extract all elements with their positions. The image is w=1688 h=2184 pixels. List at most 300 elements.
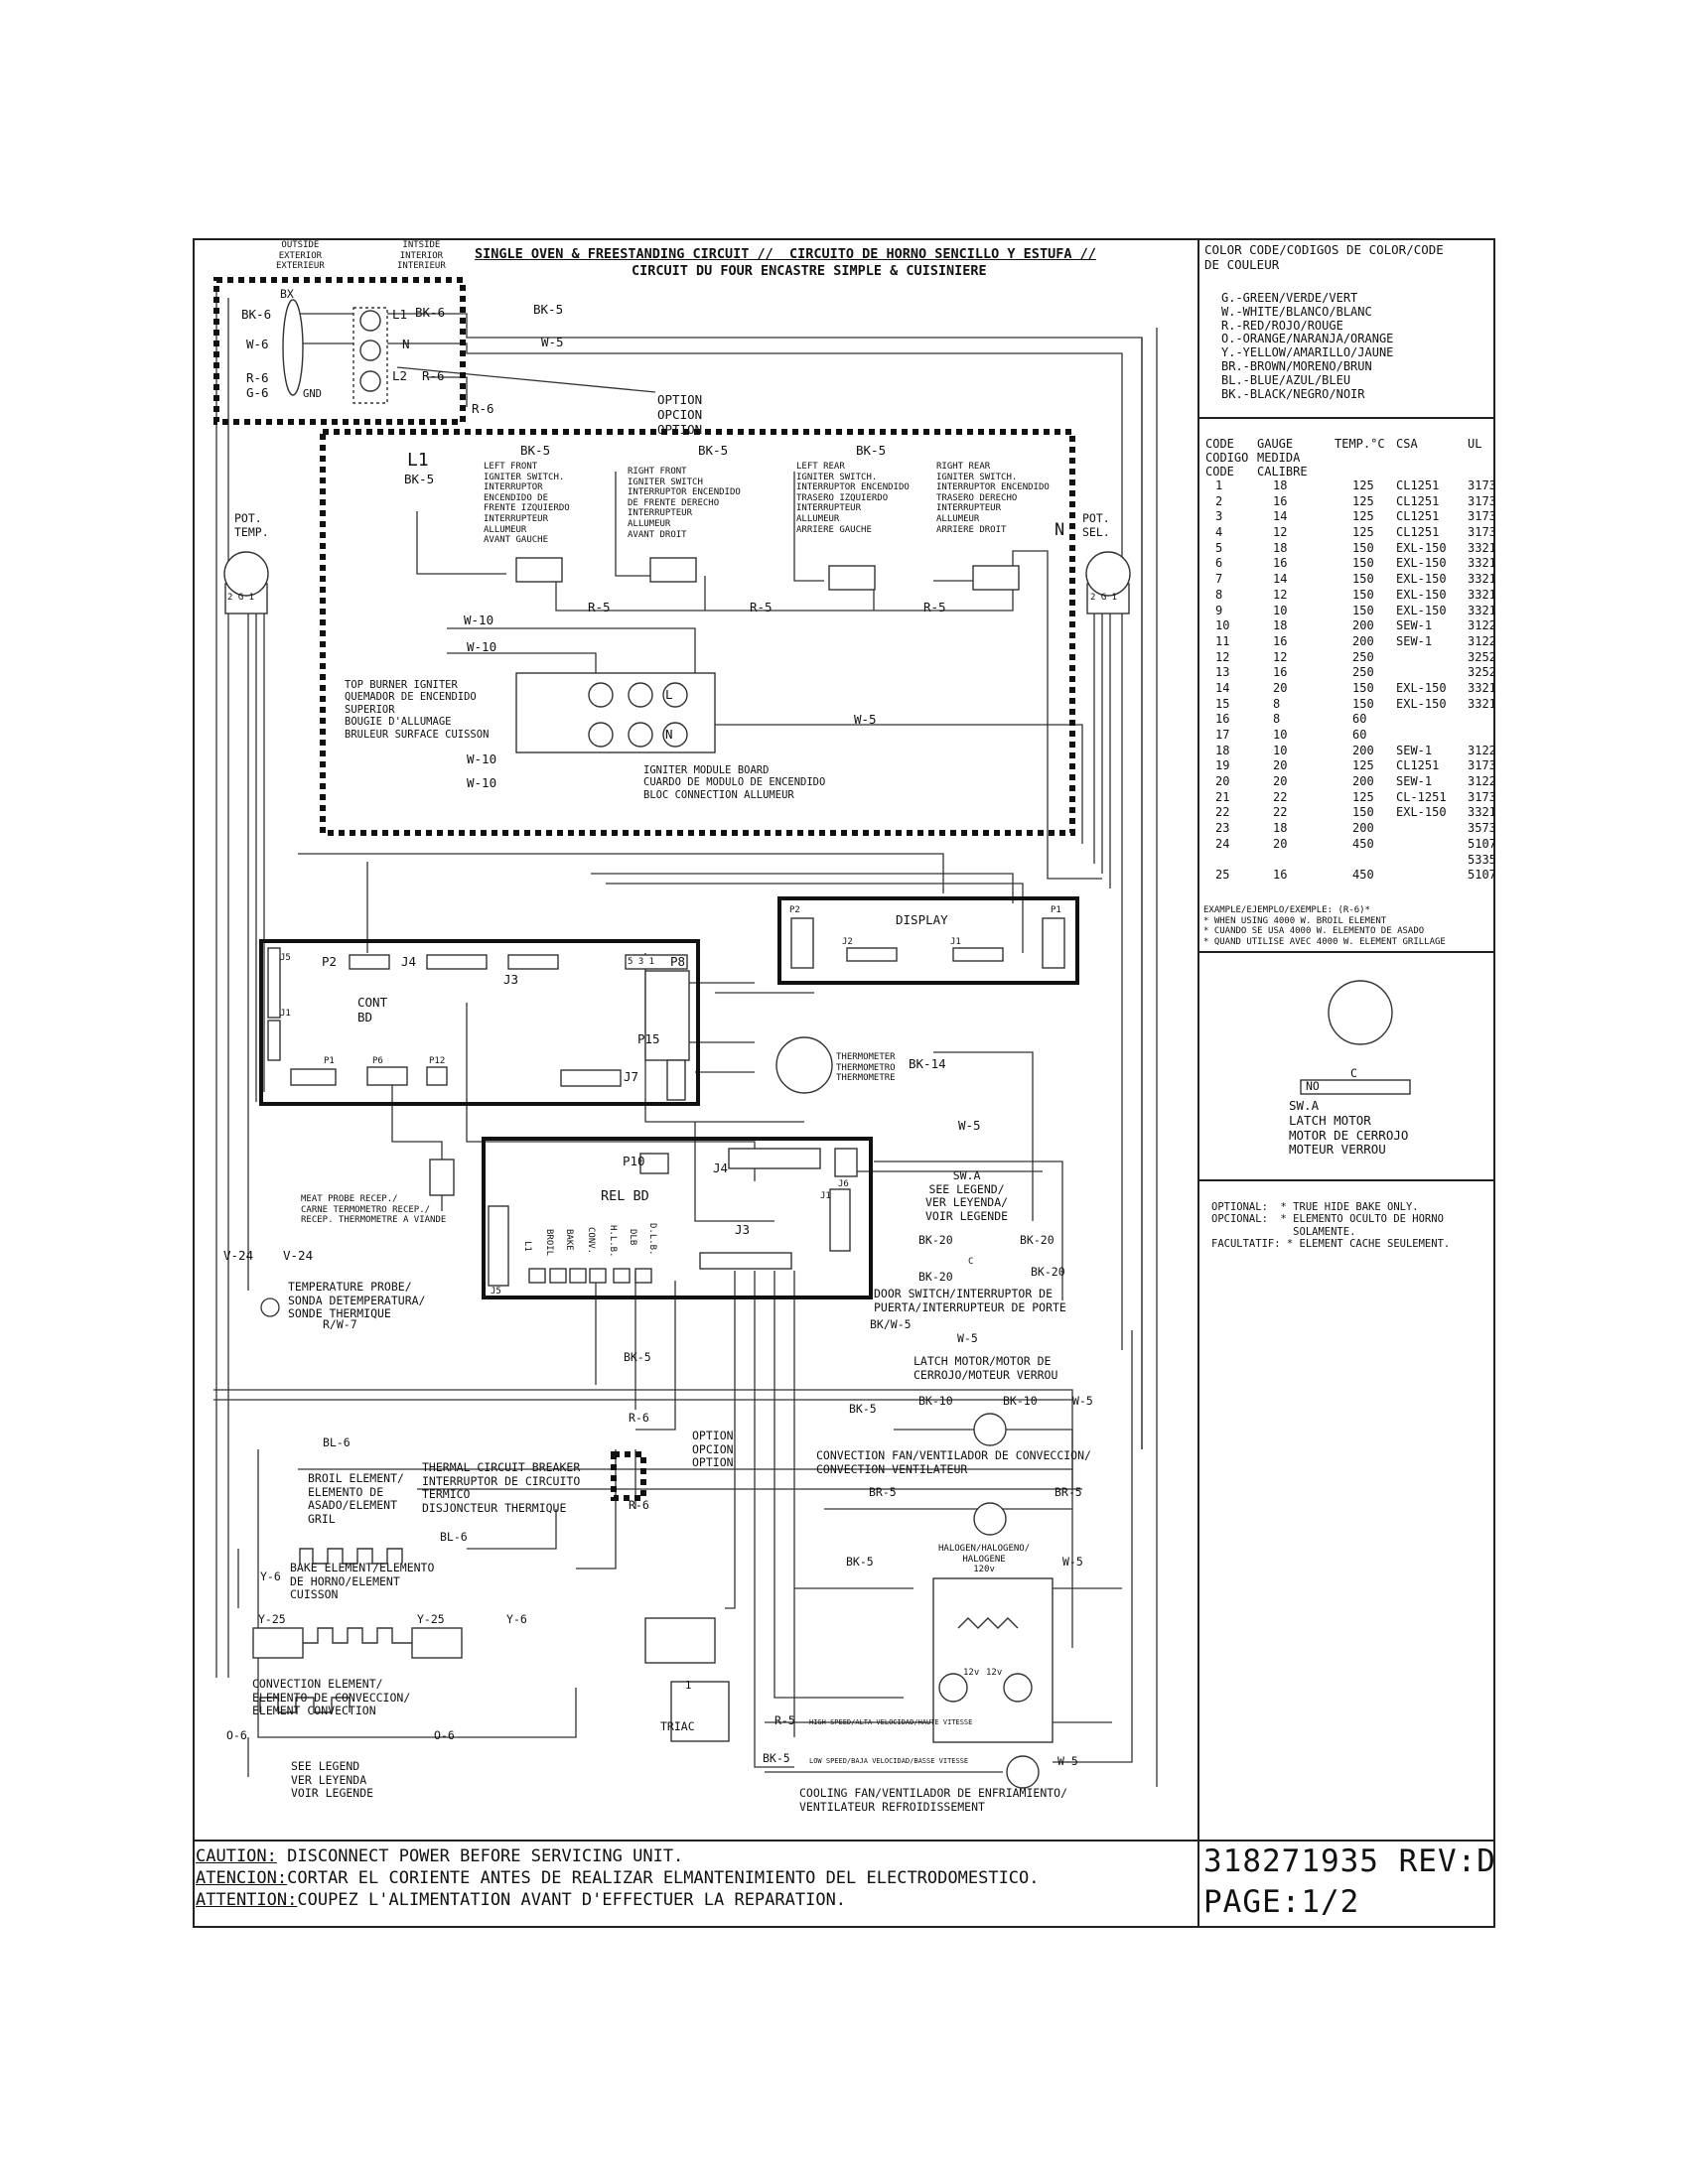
temp-cell: 150: [1352, 680, 1374, 695]
cont-j4: J4: [401, 954, 417, 969]
wire-label: R-6: [629, 1498, 649, 1512]
gauge-cell: 14: [1273, 572, 1288, 587]
code-cell: 6: [1215, 556, 1223, 571]
temp-cell: 150: [1352, 540, 1374, 555]
wire-code-row: [1201, 853, 1511, 869]
rel-pin-l1: L1: [522, 1241, 532, 1252]
temp-cell: 200: [1352, 618, 1374, 633]
temp-cell: 200: [1352, 821, 1374, 836]
cont-j1: J1: [280, 1009, 291, 1019]
gauge-cell: 18: [1273, 821, 1288, 836]
wire-label: Y-25: [417, 1612, 445, 1626]
code-cell: 10: [1215, 618, 1230, 633]
csa-cell: CL-1251: [1396, 789, 1447, 804]
temp-cell: 60: [1352, 728, 1367, 742]
csa-cell: SEW-1: [1396, 633, 1433, 648]
gauge-cell: 20: [1273, 680, 1288, 695]
temp-cell: 125: [1352, 758, 1374, 773]
temp-cell: 200: [1352, 774, 1374, 789]
ul-cell: 3173: [1468, 525, 1496, 540]
wire-code-header-row: [1201, 437, 1511, 478]
ul-cell: 3321: [1468, 805, 1496, 820]
wire-code-row: [1201, 790, 1511, 806]
gauge-cell: 20: [1273, 774, 1288, 789]
cont-p1: P1: [324, 1056, 335, 1066]
wire-code-row: [1201, 665, 1511, 681]
color-code-item: O.-ORANGE/NARANJA/ORANGE: [1221, 332, 1394, 346]
meat-probe-label: MEAT PROBE RECEP./ CARNE TERMOMETRO RECEP./ RECEP. THERMOMETRE A VIANDE: [301, 1194, 447, 1226]
color-code-header: COLOR CODE/CODIGOS DE COLOR/CODE DE COULEUR: [1204, 242, 1444, 272]
wire-label: BK-5: [520, 443, 551, 458]
optional-note: OPTIONAL: * TRUE HIDE BAKE ONLY. OPCIONAL: * ELEMENTO OCULTO DE HORNO SOLAMENTE. FACULTATIF: * ELEMENT CACHE SEULEMENT.: [1211, 1201, 1451, 1251]
atencion-text: CORTAR EL CORIENTE ANTES DE REALIZAR ELMANTENIMIENTO DEL ELECTRODOMESTICO.: [287, 1868, 1040, 1888]
bx-label: BX: [280, 287, 294, 301]
attention-key: ATTENTION:: [196, 1890, 298, 1910]
display-p2: P2: [789, 905, 800, 915]
gauge-cell: 12: [1273, 649, 1288, 664]
rel-j4: J4: [713, 1160, 729, 1175]
temp-cell: 150: [1352, 572, 1374, 587]
rel-bd-label: REL BD: [601, 1188, 649, 1204]
gauge-cell: 12: [1273, 525, 1288, 540]
ul-cell: 3321: [1468, 696, 1496, 711]
ul-cell: 3321: [1468, 556, 1496, 571]
ul-cell: 3321: [1468, 572, 1496, 587]
code-cell: 21: [1215, 789, 1230, 804]
wire-label: BK/W-5: [870, 1317, 912, 1331]
csa-cell: EXL-150: [1396, 587, 1447, 602]
col-temp: TEMP.°C: [1335, 437, 1385, 451]
wire-label: BK-20: [1020, 1233, 1055, 1247]
code-cell: 13: [1215, 665, 1230, 680]
wire-code-row: [1201, 681, 1511, 697]
p8-pins: 5 3 1: [628, 957, 655, 967]
cont-p12: P12: [429, 1056, 446, 1066]
temp-cell: [1331, 853, 1392, 869]
ul-cell: [1464, 728, 1511, 744]
option-label: OPTION OPCION OPTION: [657, 392, 703, 437]
pot-temp-pins: 2 G 1: [227, 593, 255, 603]
broil-element-label: BROIL ELEMENT/ ELEMENTO DE ASADO/ELEMENT GRIL: [308, 1471, 404, 1526]
halogen-label: HALOGEN/HALOGENO/ HALOGENE 120v: [938, 1544, 1031, 1575]
wire-code-table: [1201, 437, 1511, 884]
ul-cell: 3122: [1468, 774, 1496, 789]
swa-legend-label: SW.A LATCH MOTOR MOTOR DE CERROJO MOTEUR VERROU: [1289, 1098, 1409, 1158]
code-cell: 9: [1215, 603, 1223, 617]
atencion-key: ATENCION:: [196, 1868, 288, 1888]
temp-cell: 125: [1352, 478, 1374, 492]
rel-j5: J5: [491, 1287, 501, 1297]
wire-label: O-6: [434, 1728, 455, 1742]
cooling-fan-label: COOLING FAN/VENTILADOR DE ENFRIAMIENTO/ VENTILATEUR REFROIDISSEMENT: [799, 1786, 1068, 1814]
rel-j3: J3: [735, 1222, 751, 1237]
rel-j1: J1: [820, 1191, 831, 1201]
wire-label: W-5: [957, 1331, 978, 1345]
temp-cell: 125: [1352, 525, 1374, 540]
option-label-2: OPTION OPCION OPTION: [692, 1429, 734, 1470]
ul-cell: 5107: [1468, 868, 1496, 883]
wire-label: W-5: [1057, 1754, 1078, 1768]
csa-cell: EXL-150: [1396, 540, 1447, 555]
ul-cell: 3321: [1468, 603, 1496, 617]
ul-cell: [1464, 712, 1511, 728]
display-j2: J2: [842, 937, 853, 947]
csa-cell: EXL-150: [1396, 572, 1447, 587]
color-code-item: BK.-BLACK/NEGRO/NOIR: [1221, 386, 1365, 401]
csa-cell: SEW-1: [1396, 743, 1433, 757]
ul-cell: 3252: [1468, 665, 1496, 680]
door-switch-label: DOOR SWITCH/INTERRUPTOR DE PUERTA/INTERRUPTEUR DE PORTE: [874, 1287, 1066, 1314]
swa-label: SW.A SEE LEGEND/ VER LEYENDA/ VOIR LEGENDE: [925, 1168, 1009, 1223]
wire-label: BK-20: [918, 1233, 953, 1247]
wire-code-row: [1201, 744, 1511, 759]
wire-code-row: [1201, 728, 1511, 744]
igniter-module-label: IGNITER MODULE BOARD CUARDO DE MODULO DE ENCENDIDO BLOC CONNECTION ALLUMEUR: [643, 764, 826, 801]
wire-code-row: [1201, 541, 1511, 557]
atencion-line: [196, 1868, 1040, 1888]
gauge-cell: [1253, 853, 1331, 869]
ul-cell: 3321: [1468, 680, 1496, 695]
csa-cell: [1392, 837, 1464, 853]
code-cell: 15: [1215, 696, 1230, 711]
wire-label: R-5: [588, 600, 611, 614]
door-switch-c: C: [968, 1257, 974, 1267]
ul-cell: 3173: [1468, 789, 1496, 804]
bake-element-label: BAKE ELEMENT/ELEMENTO DE HORNO/ELEMENT CUISSON: [290, 1561, 435, 1602]
display-j1: J1: [950, 937, 961, 947]
temp-cell: 150: [1352, 696, 1374, 711]
caution-line: [196, 1846, 683, 1866]
cont-p6: P6: [372, 1056, 383, 1066]
code-cell: 17: [1215, 728, 1230, 742]
ul-cell: 3173: [1468, 509, 1496, 524]
csa-cell: CL1251: [1396, 758, 1440, 773]
csa-cell: [1392, 665, 1464, 681]
temp-cell: 125: [1352, 509, 1374, 524]
gauge-cell: 16: [1273, 556, 1288, 571]
code-cell: 4: [1215, 525, 1223, 540]
wire-label: BL-6: [323, 1435, 351, 1449]
ul-cell: 3321: [1468, 540, 1496, 555]
code-cell: 7: [1215, 572, 1223, 587]
wire-label: BK-5: [404, 472, 435, 486]
switch-left-front-label: LEFT FRONT IGNITER SWITCH. INTERRUPTOR ENCENDIDO DE FRENTE IZQUIERDO INTERRUPTEUR ALLUMEUR AVANT GAUCHE: [484, 462, 570, 546]
csa-cell: EXL-150: [1396, 696, 1447, 711]
l1-label: L1: [407, 450, 429, 471]
code-cell: 2: [1215, 493, 1223, 508]
wire-code-row: [1201, 821, 1511, 837]
wire-label: W-5: [854, 712, 877, 727]
color-code-item: Y.-YELLOW/AMARILLO/JAUNE: [1221, 345, 1394, 360]
temp-cell: 250: [1352, 649, 1374, 664]
gauge-cell: 22: [1273, 805, 1288, 820]
wire-label: Y-6: [260, 1570, 281, 1583]
code-cell: 25: [1215, 868, 1230, 883]
rel-j6: J6: [838, 1179, 849, 1189]
ul-cell: 3573: [1468, 821, 1496, 836]
cont-p2: P2: [322, 954, 338, 969]
gauge-cell: 10: [1273, 603, 1288, 617]
pot-sel-label: POT. SEL.: [1082, 511, 1110, 539]
csa-cell: [1392, 868, 1464, 884]
diagram-title-fr: CIRCUIT DU FOUR ENCASTRE SIMPLE & CUISINIERE: [632, 263, 987, 279]
gauge-cell: 14: [1273, 509, 1288, 524]
temp-probe-label: TEMPERATURE PROBE/ SONDA DETEMPERATURA/ SONDE THERMIQUE: [288, 1280, 426, 1321]
wire-code-row: [1201, 556, 1511, 572]
gauge-cell: 12: [1273, 587, 1288, 602]
diagram-title: SINGLE OVEN & FREESTANDING CIRCUIT // CIRCUITO DE HORNO SENCILLO Y ESTUFA //: [475, 246, 1096, 262]
code-cell: 23: [1215, 821, 1230, 836]
temp-cell: 125: [1352, 789, 1374, 804]
rel-p10: P10: [623, 1154, 645, 1168]
code-cell: 1: [1215, 478, 1223, 492]
csa-cell: CL1251: [1396, 525, 1440, 540]
wire-label: W-10: [464, 613, 494, 627]
wire-label: O-6: [226, 1728, 247, 1742]
wire-label: BK-5: [856, 443, 887, 458]
color-code-item: G.-GREEN/VERDE/VERT: [1221, 291, 1358, 305]
temp-cell: 150: [1352, 556, 1374, 571]
csa-cell: EXL-150: [1396, 556, 1447, 571]
wire-label: BK-5: [533, 302, 564, 317]
wire-label: BK-20: [918, 1270, 953, 1284]
switch-right-rear-label: RIGHT REAR IGNITER SWITCH. INTERRUPTOR ENCENDIDO TRASERO DERECHO INTERRUPTEUR ALLUMEUR ARRIERE DROIT: [936, 462, 1050, 535]
cont-p15: P15: [637, 1031, 660, 1046]
col-csa: CSA: [1396, 437, 1418, 451]
wire-label: W-6: [246, 337, 269, 351]
gauge-cell: 18: [1273, 540, 1288, 555]
wire-label: R-5: [923, 600, 946, 614]
gauge-cell: 16: [1273, 665, 1288, 680]
display-p1: P1: [1051, 905, 1061, 915]
gauge-cell: 16: [1273, 868, 1288, 883]
caution-key: CAUTION:: [196, 1846, 277, 1866]
gauge-cell: 18: [1273, 478, 1288, 492]
gauge-cell: 8: [1273, 696, 1281, 711]
color-code-list: [1221, 292, 1393, 401]
gauge-cell: 16: [1273, 493, 1288, 508]
rel-pin-broil: BROIL: [544, 1229, 554, 1257]
wire-label: BK-5: [698, 443, 729, 458]
cont-bd-label: CONT BD: [357, 995, 388, 1024]
triac-label: TRIAC: [660, 1719, 695, 1733]
gauge-cell: 20: [1273, 758, 1288, 773]
attention-line: [196, 1890, 846, 1910]
wire-label: BK-10: [1003, 1394, 1038, 1408]
wire-label: W-5: [958, 1118, 981, 1133]
wire-label: G-6: [246, 385, 269, 400]
wire-code-row: [1201, 634, 1511, 650]
color-code-item: R.-RED/ROJO/ROUGE: [1221, 318, 1343, 333]
code-cell: 3: [1215, 509, 1223, 524]
gauge-cell: 22: [1273, 789, 1288, 804]
temp-cell: 250: [1352, 665, 1374, 680]
convection-fan-label: CONVECTION FAN/VENTILADOR DE CONVECCION/ CONVECTION VENTILATEUR: [816, 1448, 1091, 1476]
code-cell: 8: [1215, 587, 1223, 602]
code-cell: 24: [1215, 836, 1230, 851]
wire-code-row: [1201, 712, 1511, 728]
pot-sel-pins: 2 G 1: [1090, 593, 1118, 603]
wire-label: BK-5: [763, 1751, 790, 1765]
temp-cell: 450: [1352, 836, 1374, 851]
csa-cell: EXL-150: [1396, 680, 1447, 695]
halogen-12v: 12v: [986, 1668, 1003, 1678]
code-cell: 12: [1215, 649, 1230, 664]
temp-cell: 150: [1352, 587, 1374, 602]
ul-cell: 3122: [1468, 633, 1496, 648]
latch-motor-label: LATCH MOTOR/MOTOR DE CERROJO/MOTEUR VERROU: [914, 1354, 1058, 1382]
wire-code-row: [1201, 588, 1511, 604]
temp-cell: 450: [1352, 868, 1374, 883]
wire-label: W-10: [467, 639, 497, 654]
high-speed-label: HIGH SPEED/ALTA VELOCIDAD/HAUTE VITESSE: [809, 1718, 973, 1726]
wire-code-row: [1201, 509, 1511, 525]
cont-j5: J5: [280, 953, 291, 963]
rel-pin-conv: CONV.: [586, 1227, 596, 1255]
temp-cell: 150: [1352, 603, 1374, 617]
wire-label: BK-6: [415, 305, 446, 320]
wire-label: BK-5: [846, 1555, 874, 1569]
ul-cell: 3173: [1468, 493, 1496, 508]
wire-label: R-6: [422, 368, 445, 383]
module-n: N: [665, 727, 673, 742]
wire-label: BR-5: [1055, 1485, 1082, 1499]
gauge-cell: 16: [1273, 633, 1288, 648]
part-number: 318271935 REV:D: [1203, 1843, 1496, 1879]
code-cell: 19: [1215, 758, 1230, 773]
ul-cell: 3122: [1468, 743, 1496, 757]
inside-label: INTSIDE INTERIOR INTERIEUR: [397, 240, 446, 272]
wire-code-row: [1201, 604, 1511, 619]
switch-left-rear-label: LEFT REAR IGNITER SWITCH. INTERRUPTOR ENCENDIDO TRASERO IZQUIERDO INTERRUPTEUR ALLUMEUR ARRIERE GAUCHE: [796, 462, 910, 535]
ul-cell: 3173: [1468, 478, 1496, 492]
wire-label: BK-20: [1031, 1265, 1065, 1279]
terminal-l1: L1: [392, 307, 408, 322]
wire-label: R-6: [629, 1411, 649, 1425]
col-ul: UL: [1468, 437, 1482, 451]
wire-label: R-5: [774, 1713, 795, 1727]
temp-cell: 60: [1352, 712, 1367, 727]
wire-code-row: [1201, 697, 1511, 713]
halogen-12v: 12v: [963, 1668, 980, 1678]
low-speed-label: LOW SPEED/BAJA VELOCIDAD/BASSE VITESSE: [809, 1757, 969, 1765]
csa-cell: [1392, 728, 1464, 744]
page-number: PAGE:1/2: [1203, 1884, 1360, 1920]
breaker-label: THERMAL CIRCUIT BREAKER INTERRUPTOR DE CIRCUITO TERMICO DISJONCTEUR THERMIQUE: [422, 1460, 581, 1515]
caution-text: DISCONNECT POWER BEFORE SERVICING UNIT.: [276, 1846, 684, 1866]
color-code-item: BR.-BROWN/MORENO/BRUN: [1221, 358, 1372, 373]
csa-cell: SEW-1: [1396, 618, 1433, 633]
display-label: DISPLAY: [896, 912, 948, 927]
ul-cell: 3122: [1468, 618, 1496, 633]
temp-cell: 200: [1352, 633, 1374, 648]
attention-text: COUPEZ L'ALIMENTATION AVANT D'EFFECTUER LA REPARATION.: [297, 1890, 847, 1910]
wire-label: R-6: [472, 401, 494, 416]
switch-right-front-label: RIGHT FRONT IGNITER SWITCH INTERRUPTOR ENCENDIDO DE FRENTE DERECHO INTERRUPTEUR ALLUMEUR AVANT DROIT: [628, 467, 741, 540]
wire-code-row: [1201, 758, 1511, 774]
triac-pin: 1: [685, 1680, 692, 1692]
swa-no: NO: [1306, 1079, 1320, 1093]
swa-c: C: [1350, 1066, 1357, 1080]
wire-label: BK-14: [909, 1056, 946, 1071]
col-code: CODE CODIGO CODE: [1205, 437, 1249, 478]
wire-label: W-5: [1072, 1394, 1093, 1408]
csa-cell: [1392, 853, 1464, 869]
csa-cell: [1392, 712, 1464, 728]
wire-label: BK-5: [624, 1350, 651, 1364]
gauge-cell: 18: [1273, 618, 1288, 633]
csa-cell: SEW-1: [1396, 774, 1433, 789]
wire-label: BK-10: [918, 1394, 953, 1408]
see-legend-label: SEE LEGEND VER LEYENDA VOIR LEGENDE: [291, 1759, 374, 1801]
wire-code-row: [1201, 650, 1511, 666]
thermometer-label: THERMOMETER THERMOMETRO THERMOMETRE: [836, 1052, 896, 1084]
temp-cell: 150: [1352, 805, 1374, 820]
code-cell: 18: [1215, 743, 1230, 757]
wire-label: W-5: [541, 335, 564, 349]
module-l: L: [665, 687, 673, 702]
pot-temp-label: POT. TEMP.: [234, 511, 269, 539]
wire-label: Y-25: [258, 1612, 286, 1626]
outside-label: OUTSIDE EXTERIOR EXTERIEUR: [276, 240, 325, 272]
csa-cell: CL1251: [1396, 493, 1440, 508]
example-note: EXAMPLE/EJEMPLO/EXEMPLE: (R-6)* * WHEN USING 4000 W. BROIL ELEMENT * CUANDO SE USA 4000 W. ELEMENTO DE ASADO * QUAND UTILISE AVEC 4000 W. ELEMENT GRILLAGE: [1203, 905, 1446, 947]
cont-j3: J3: [503, 972, 519, 987]
wire-code-row: [1201, 774, 1511, 790]
code-cell: 14: [1215, 680, 1230, 695]
wire-label: BK-6: [241, 307, 272, 322]
cont-j7: J7: [624, 1069, 639, 1084]
code-cell: [1201, 853, 1253, 869]
ul-cell: 3173: [1468, 758, 1496, 773]
wire-label: V-24: [283, 1248, 314, 1263]
ul-cell: 5335: [1468, 852, 1496, 867]
code-cell: 11: [1215, 633, 1230, 648]
wire-label: V-24: [223, 1248, 254, 1263]
wire-label: R-5: [750, 600, 773, 614]
code-cell: 22: [1215, 805, 1230, 820]
wire-code-row: [1201, 618, 1511, 634]
ul-cell: 3252: [1468, 649, 1496, 664]
wire-code-row: [1201, 525, 1511, 541]
wire-label: BR-5: [869, 1485, 897, 1499]
gauge-cell: 8: [1273, 712, 1281, 727]
wire-code-row: [1201, 494, 1511, 510]
ul-cell: 3321: [1468, 587, 1496, 602]
csa-cell: [1392, 650, 1464, 666]
wire-code-row: [1201, 572, 1511, 588]
wire-label: W-5: [1062, 1555, 1083, 1569]
code-cell: 16: [1215, 712, 1230, 727]
col-gauge: GAUGE MEDIDA CALIBRE: [1257, 437, 1308, 478]
wire-label: Y-6: [506, 1612, 527, 1626]
terminal-l2: L2: [392, 368, 408, 383]
wire-label: R/W-7: [323, 1317, 357, 1331]
wire-code-row: [1201, 478, 1511, 494]
wire-code-row: [1201, 868, 1511, 884]
csa-cell: EXL-150: [1396, 805, 1447, 820]
wire-code-rows: [1201, 478, 1511, 884]
csa-cell: EXL-150: [1396, 603, 1447, 617]
gnd-label: GND: [303, 388, 322, 400]
gauge-cell: 10: [1273, 743, 1288, 757]
color-code-item: W.-WHITE/BLANCO/BLANC: [1221, 304, 1372, 319]
wire-label: R-6: [246, 370, 269, 385]
cont-p8: P8: [670, 954, 686, 969]
n-label: N: [1055, 520, 1065, 540]
terminal-n: N: [402, 337, 410, 351]
gauge-cell: 10: [1273, 728, 1288, 742]
